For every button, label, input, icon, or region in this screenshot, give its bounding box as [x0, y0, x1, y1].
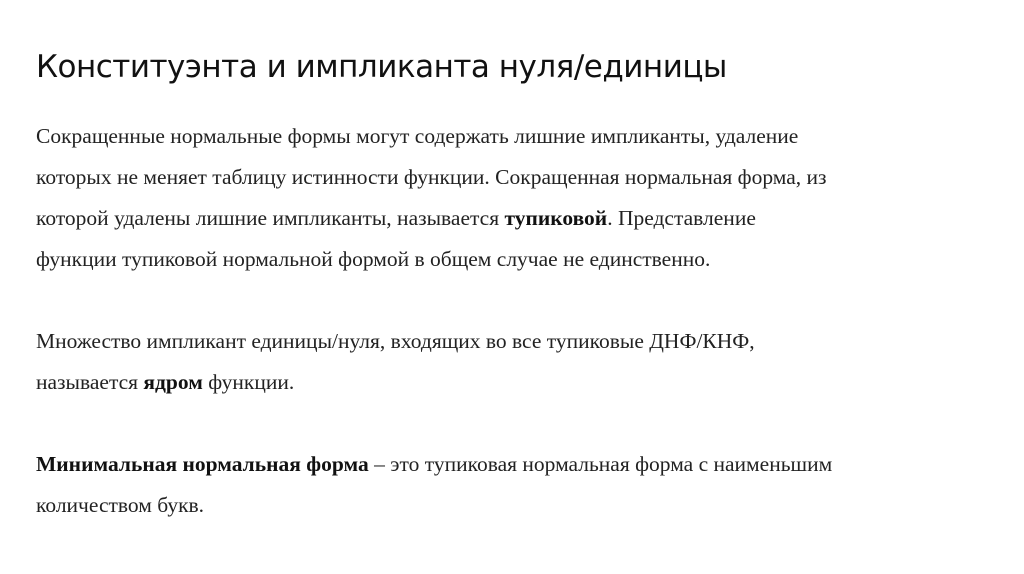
term-minimal-form: Минимальная нормальная форма: [36, 452, 369, 476]
paragraph-core: [36, 321, 1006, 403]
text-run: функции.: [202, 370, 295, 394]
text-line: Множество импликант единицы/нуля, входящих во все тупиковые ДНФ/КНФ,: [36, 329, 755, 353]
slide-title: Конституэнта и импликанта нуля/единицы: [36, 49, 727, 85]
paragraph-dead-end-form: [36, 116, 1006, 280]
text-run: которой удалены лишние импликанты, называется: [36, 206, 505, 230]
paragraph-minimal-form: [36, 444, 1006, 526]
text-run: – это тупиковая нормальная форма с наименьшим: [368, 452, 833, 476]
text-line: Сокращенные нормальные формы могут содержать лишние импликанты, удаление: [36, 124, 799, 148]
text-line: [36, 198, 1006, 239]
term-dead-end: тупиковой: [504, 206, 608, 230]
text-line: которых не меняет таблицу истинности функции. Сокращенная нормальная форма, из: [36, 165, 827, 189]
text-line: [36, 444, 1006, 485]
text-run: . Представление: [607, 206, 756, 230]
text-line: [36, 362, 1006, 403]
text-line: функции тупиковой нормальной формой в общем случае не единственно.: [36, 247, 711, 271]
text-run: называется: [36, 370, 144, 394]
slide-body: [36, 116, 1006, 526]
text-line: количеством букв.: [36, 493, 205, 517]
term-core: ядром: [143, 370, 203, 394]
